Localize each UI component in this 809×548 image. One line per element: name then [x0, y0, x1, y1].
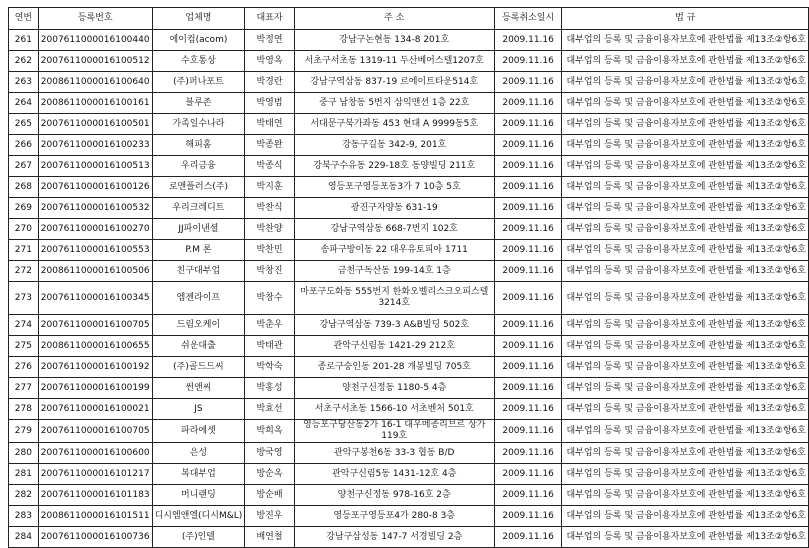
table-row — [9, 93, 809, 114]
cell-cancel-date: 2009.11.16 — [494, 464, 562, 485]
cell-company: 파라에셋 — [152, 420, 245, 443]
cell-address: 서초구서초동 1319-11 두산베어스텔1207호 — [294, 51, 494, 72]
table-row — [9, 336, 809, 357]
cell-law: 대부업의 등록 및 금융이용자보호에 관한법률 제13조②항6호 — [562, 315, 809, 336]
cell-reg-number: 2007611000016100199 — [38, 378, 152, 399]
cell-serial: 282 — [9, 485, 39, 506]
cell-cancel-date: 2009.11.16 — [494, 114, 562, 135]
header-reg-number: 등록번호 — [38, 8, 152, 30]
header-company: 업체명 — [152, 8, 245, 30]
cell-serial: 278 — [9, 399, 39, 420]
cell-company: JS — [152, 399, 245, 420]
cell-representative: 박경란 — [245, 72, 294, 93]
cell-reg-number: 2007611000016100532 — [38, 198, 152, 219]
cell-serial: 276 — [9, 357, 39, 378]
cell-reg-number: 2007611000016100513 — [38, 156, 152, 177]
cell-representative: 박홍성 — [245, 378, 294, 399]
cell-law: 대부업의 등록 및 금융이용자보호에 관한법률 제13조②항6호 — [562, 399, 809, 420]
cell-law: 대부업의 등록 및 금융이용자보호에 관한법률 제13조②항6호 — [562, 357, 809, 378]
registry-table — [8, 7, 809, 548]
cell-company: 우리크레디트 — [152, 198, 245, 219]
cell-reg-number: 2008611000016100655 — [38, 336, 152, 357]
table-row — [9, 506, 809, 527]
cell-address: 강남구역삼동 739-3 A&B빌딩 502호 — [294, 315, 494, 336]
cell-cancel-date: 2009.11.16 — [494, 485, 562, 506]
cell-address: 강남구삼성동 147-7 서경빌딩 2층 — [294, 527, 494, 548]
cell-address: 관악구신림동 1421-29 212호 — [294, 336, 494, 357]
table-row — [9, 399, 809, 420]
cell-serial: 275 — [9, 336, 39, 357]
cell-representative: 방진우 — [245, 506, 294, 527]
cell-cancel-date: 2009.11.16 — [494, 198, 562, 219]
cell-serial: 274 — [9, 315, 39, 336]
table-row — [9, 443, 809, 464]
cell-address: 양천구신정동 1180-5 4층 — [294, 378, 494, 399]
cell-reg-number: 2007611000016100440 — [38, 30, 152, 51]
cell-reg-number: 2007611000016100233 — [38, 135, 152, 156]
cell-law: 대부업의 등록 및 금융이용자보호에 관한법률 제13조②항6호 — [562, 156, 809, 177]
cell-company: (주)골드드씨 — [152, 357, 245, 378]
cell-law: 대부업의 등록 및 금융이용자보호에 관한법률 제13조②항6호 — [562, 443, 809, 464]
cell-law: 대부업의 등록 및 금융이용자보호에 관한법률 제13조②항6호 — [562, 485, 809, 506]
cell-company: 엠젠라이프 — [152, 282, 245, 315]
cell-reg-number: 2007611000016100736 — [38, 527, 152, 548]
table-row — [9, 282, 809, 315]
cell-serial: 263 — [9, 72, 39, 93]
cell-reg-number: 2007611000016101183 — [38, 485, 152, 506]
cell-law: 대부업의 등록 및 금융이용자보호에 관한법률 제13조②항6호 — [562, 135, 809, 156]
cell-company: 썬앤씨 — [152, 378, 245, 399]
table-row — [9, 219, 809, 240]
cell-reg-number: 2007611000016101217 — [38, 464, 152, 485]
cell-representative: 박영옥 — [245, 51, 294, 72]
header-law: 법 규 — [562, 8, 809, 30]
cell-representative: 박학숙 — [245, 357, 294, 378]
cell-reg-number: 2007611000016100345 — [38, 282, 152, 315]
cell-representative: 박찬양 — [245, 219, 294, 240]
cell-serial: 268 — [9, 177, 39, 198]
cell-representative: 박효선 — [245, 399, 294, 420]
cell-law: 대부업의 등록 및 금융이용자보호에 관한법률 제13조②항6호 — [562, 198, 809, 219]
cell-law: 대부업의 등록 및 금융이용자보호에 관한법률 제13조②항6호 — [562, 72, 809, 93]
cell-law: 대부업의 등록 및 금융이용자보호에 관한법률 제13조②항6호 — [562, 420, 809, 443]
cell-reg-number: 2007611000016100705 — [38, 315, 152, 336]
cell-company: 에이컴(acom) — [152, 30, 245, 51]
cell-reg-number: 2008611000016100506 — [38, 261, 152, 282]
cell-company: 친구대부업 — [152, 261, 245, 282]
cell-representative: 박태연 — [245, 114, 294, 135]
cell-cancel-date: 2009.11.16 — [494, 282, 562, 315]
cell-cancel-date: 2009.11.16 — [494, 177, 562, 198]
cell-serial: 283 — [9, 506, 39, 527]
cell-cancel-date: 2009.11.16 — [494, 51, 562, 72]
cell-law: 대부업의 등록 및 금융이용자보호에 관한법률 제13조②항6호 — [562, 51, 809, 72]
header-row — [9, 8, 809, 30]
table-row — [9, 51, 809, 72]
cell-law: 대부업의 등록 및 금융이용자보호에 관한법률 제13조②항6호 — [562, 219, 809, 240]
cell-address: 양천구신정동 978-16호 2층 — [294, 485, 494, 506]
cell-representative: 박희옥 — [245, 420, 294, 443]
cell-company: 해피홈 — [152, 135, 245, 156]
header-representative: 대표자 — [245, 8, 294, 30]
cell-representative: 박정연 — [245, 30, 294, 51]
table-row — [9, 378, 809, 399]
cell-address: 강남구역삼동 668-7번지 102호 — [294, 219, 494, 240]
table-row — [9, 527, 809, 548]
cell-representative: 박춘우 — [245, 315, 294, 336]
cell-law: 대부업의 등록 및 금융이용자보호에 관한법률 제13조②항6호 — [562, 282, 809, 315]
cell-address: 관악구신림5동 1431-12호 4층 — [294, 464, 494, 485]
cell-company: 쉬운대출 — [152, 336, 245, 357]
cell-cancel-date: 2009.11.16 — [494, 93, 562, 114]
header-cancel-date: 등록취소일시 — [494, 8, 562, 30]
cell-representative: 방순옥 — [245, 464, 294, 485]
cell-company: 로맨플러스(주) — [152, 177, 245, 198]
cell-serial: 279 — [9, 420, 39, 443]
table-row — [9, 240, 809, 261]
cell-cancel-date: 2009.11.16 — [494, 506, 562, 527]
cell-address: 강남구논현동 134-8 201호 — [294, 30, 494, 51]
cell-law: 대부업의 등록 및 금융이용자보호에 관한법률 제13조②항6호 — [562, 506, 809, 527]
cell-company: (주)퍼나포트 — [152, 72, 245, 93]
cell-company: JJ파이낸셜 — [152, 219, 245, 240]
cell-address: 종로구숭인동 201-28 개봉빌딩 705호 — [294, 357, 494, 378]
cell-cancel-date: 2009.11.16 — [494, 261, 562, 282]
cell-reg-number: 2008611000016101511 — [38, 506, 152, 527]
cell-representative: 박종완 — [245, 135, 294, 156]
cell-law: 대부업의 등록 및 금융이용자보호에 관한법률 제13조②항6호 — [562, 261, 809, 282]
table-row — [9, 357, 809, 378]
cell-serial: 281 — [9, 464, 39, 485]
cell-company: 은성 — [152, 443, 245, 464]
cell-company: 드림오케이 — [152, 315, 245, 336]
cell-law: 대부업의 등록 및 금융이용자보호에 관한법률 제13조②항6호 — [562, 177, 809, 198]
cell-reg-number: 2007611000016100501 — [38, 114, 152, 135]
cell-cancel-date: 2009.11.16 — [494, 378, 562, 399]
cell-address: 강동구길동 342-9, 201호 — [294, 135, 494, 156]
cell-reg-number: 2008611000016100161 — [38, 93, 152, 114]
cell-reg-number: 2007611000016100021 — [38, 399, 152, 420]
cell-company: P.M 론 — [152, 240, 245, 261]
cell-company: 디시엠앤엘(디시M&L) — [152, 506, 245, 527]
table-row — [9, 177, 809, 198]
cell-representative: 박영범 — [245, 93, 294, 114]
cell-serial: 266 — [9, 135, 39, 156]
cell-cancel-date: 2009.11.16 — [494, 30, 562, 51]
cell-cancel-date: 2009.11.16 — [494, 156, 562, 177]
cell-serial: 284 — [9, 527, 39, 548]
cell-address: 금천구독산동 199-14호 1층 — [294, 261, 494, 282]
cell-company: 블루존 — [152, 93, 245, 114]
table-row — [9, 261, 809, 282]
cell-serial: 280 — [9, 443, 39, 464]
cell-address: 마포구도화동 555번지 한화오벨리스크오피스텔 3214호 — [294, 282, 494, 315]
cell-address: 영등포구영등포동3가 7 10층 5호 — [294, 177, 494, 198]
table-row — [9, 114, 809, 135]
cell-address: 강북구수유동 229-18호 동양빌딩 211호 — [294, 156, 494, 177]
cell-cancel-date: 2009.11.16 — [494, 135, 562, 156]
cell-law: 대부업의 등록 및 금융이용자보호에 관한법률 제13조②항6호 — [562, 464, 809, 485]
cell-representative: 박창수 — [245, 282, 294, 315]
cell-representative: 방순배 — [245, 485, 294, 506]
cell-address: 강남구역삼동 837-19 르에이트타운514호 — [294, 72, 494, 93]
cell-reg-number: 2007611000016100705 — [38, 420, 152, 443]
cell-address: 서대문구북가좌동 453 현대 A 9999동5호 — [294, 114, 494, 135]
cell-reg-number: 2007611000016100600 — [38, 443, 152, 464]
header-serial: 연번 — [9, 8, 39, 30]
cell-serial: 269 — [9, 198, 39, 219]
cell-serial: 264 — [9, 93, 39, 114]
cell-company: 수호통상 — [152, 51, 245, 72]
cell-law: 대부업의 등록 및 금융이용자보호에 관한법률 제13조②항6호 — [562, 378, 809, 399]
header-address: 주 소 — [294, 8, 494, 30]
table-row — [9, 198, 809, 219]
cell-reg-number: 2007611000016100512 — [38, 51, 152, 72]
table-row — [9, 135, 809, 156]
cell-cancel-date: 2009.11.16 — [494, 336, 562, 357]
cell-representative: 방국영 — [245, 443, 294, 464]
cell-address: 송파구방이동 22 대우유토피아 1711 — [294, 240, 494, 261]
cell-cancel-date: 2009.11.16 — [494, 399, 562, 420]
cell-representative: 박종식 — [245, 156, 294, 177]
cell-serial: 265 — [9, 114, 39, 135]
cell-representative: 박지훈 — [245, 177, 294, 198]
cell-law: 대부업의 등록 및 금융이용자보호에 관한법률 제13조②항6호 — [562, 527, 809, 548]
cell-representative: 배연철 — [245, 527, 294, 548]
cell-cancel-date: 2009.11.16 — [494, 315, 562, 336]
cell-cancel-date: 2009.11.16 — [494, 72, 562, 93]
cell-representative: 박찬민 — [245, 240, 294, 261]
table-row — [9, 315, 809, 336]
cell-law: 대부업의 등록 및 금융이용자보호에 관한법률 제13조②항6호 — [562, 30, 809, 51]
table-row — [9, 30, 809, 51]
table-row — [9, 156, 809, 177]
cell-address: 광진구자양동 631-19 — [294, 198, 494, 219]
cell-representative: 박창진 — [245, 261, 294, 282]
cell-cancel-date: 2009.11.16 — [494, 443, 562, 464]
cell-cancel-date: 2009.11.16 — [494, 527, 562, 548]
cell-serial: 277 — [9, 378, 39, 399]
cell-company: 머니랜딩 — [152, 485, 245, 506]
cell-company: 가족일수나라 — [152, 114, 245, 135]
table-row — [9, 72, 809, 93]
cell-cancel-date: 2009.11.16 — [494, 420, 562, 443]
cell-address: 영등포구당산동2가 16-1 대우메종리브르 상가 119호 — [294, 420, 494, 443]
cell-serial: 262 — [9, 51, 39, 72]
cell-company: (주)인텔 — [152, 527, 245, 548]
cell-representative: 박태관 — [245, 336, 294, 357]
cell-reg-number: 2007611000016100126 — [38, 177, 152, 198]
cell-serial: 267 — [9, 156, 39, 177]
cell-company: 우리금융 — [152, 156, 245, 177]
table-row — [9, 485, 809, 506]
table-row — [9, 464, 809, 485]
cell-address: 영등포구영등포4가 280-8 3층 — [294, 506, 494, 527]
cell-reg-number: 2007611000016100192 — [38, 357, 152, 378]
table-row — [9, 420, 809, 443]
cell-address: 서초구서초동 1566-10 서초벤처 501호 — [294, 399, 494, 420]
cell-cancel-date: 2009.11.16 — [494, 219, 562, 240]
cell-serial: 261 — [9, 30, 39, 51]
cell-reg-number: 2008611000016100640 — [38, 72, 152, 93]
cell-serial: 271 — [9, 240, 39, 261]
cell-cancel-date: 2009.11.16 — [494, 357, 562, 378]
cell-law: 대부업의 등록 및 금융이용자보호에 관한법률 제13조②항6호 — [562, 93, 809, 114]
cell-address: 중구 남창동 5번지 삼익맨션 1층 22호 — [294, 93, 494, 114]
cell-serial: 273 — [9, 282, 39, 315]
cell-law: 대부업의 등록 및 금융이용자보호에 관한법률 제13조②항6호 — [562, 240, 809, 261]
cell-serial: 270 — [9, 219, 39, 240]
cell-address: 관악구봉천6동 33-3 협동 B/D — [294, 443, 494, 464]
cell-company: 복대부업 — [152, 464, 245, 485]
cell-representative: 박찬식 — [245, 198, 294, 219]
cell-cancel-date: 2009.11.16 — [494, 240, 562, 261]
table-body — [9, 30, 809, 548]
cell-law: 대부업의 등록 및 금융이용자보호에 관한법률 제13조②항6호 — [562, 114, 809, 135]
cell-law: 대부업의 등록 및 금융이용자보호에 관한법률 제13조②항6호 — [562, 336, 809, 357]
cell-reg-number: 2007611000016100553 — [38, 240, 152, 261]
cell-reg-number: 2007611000016100270 — [38, 219, 152, 240]
cell-serial: 272 — [9, 261, 39, 282]
